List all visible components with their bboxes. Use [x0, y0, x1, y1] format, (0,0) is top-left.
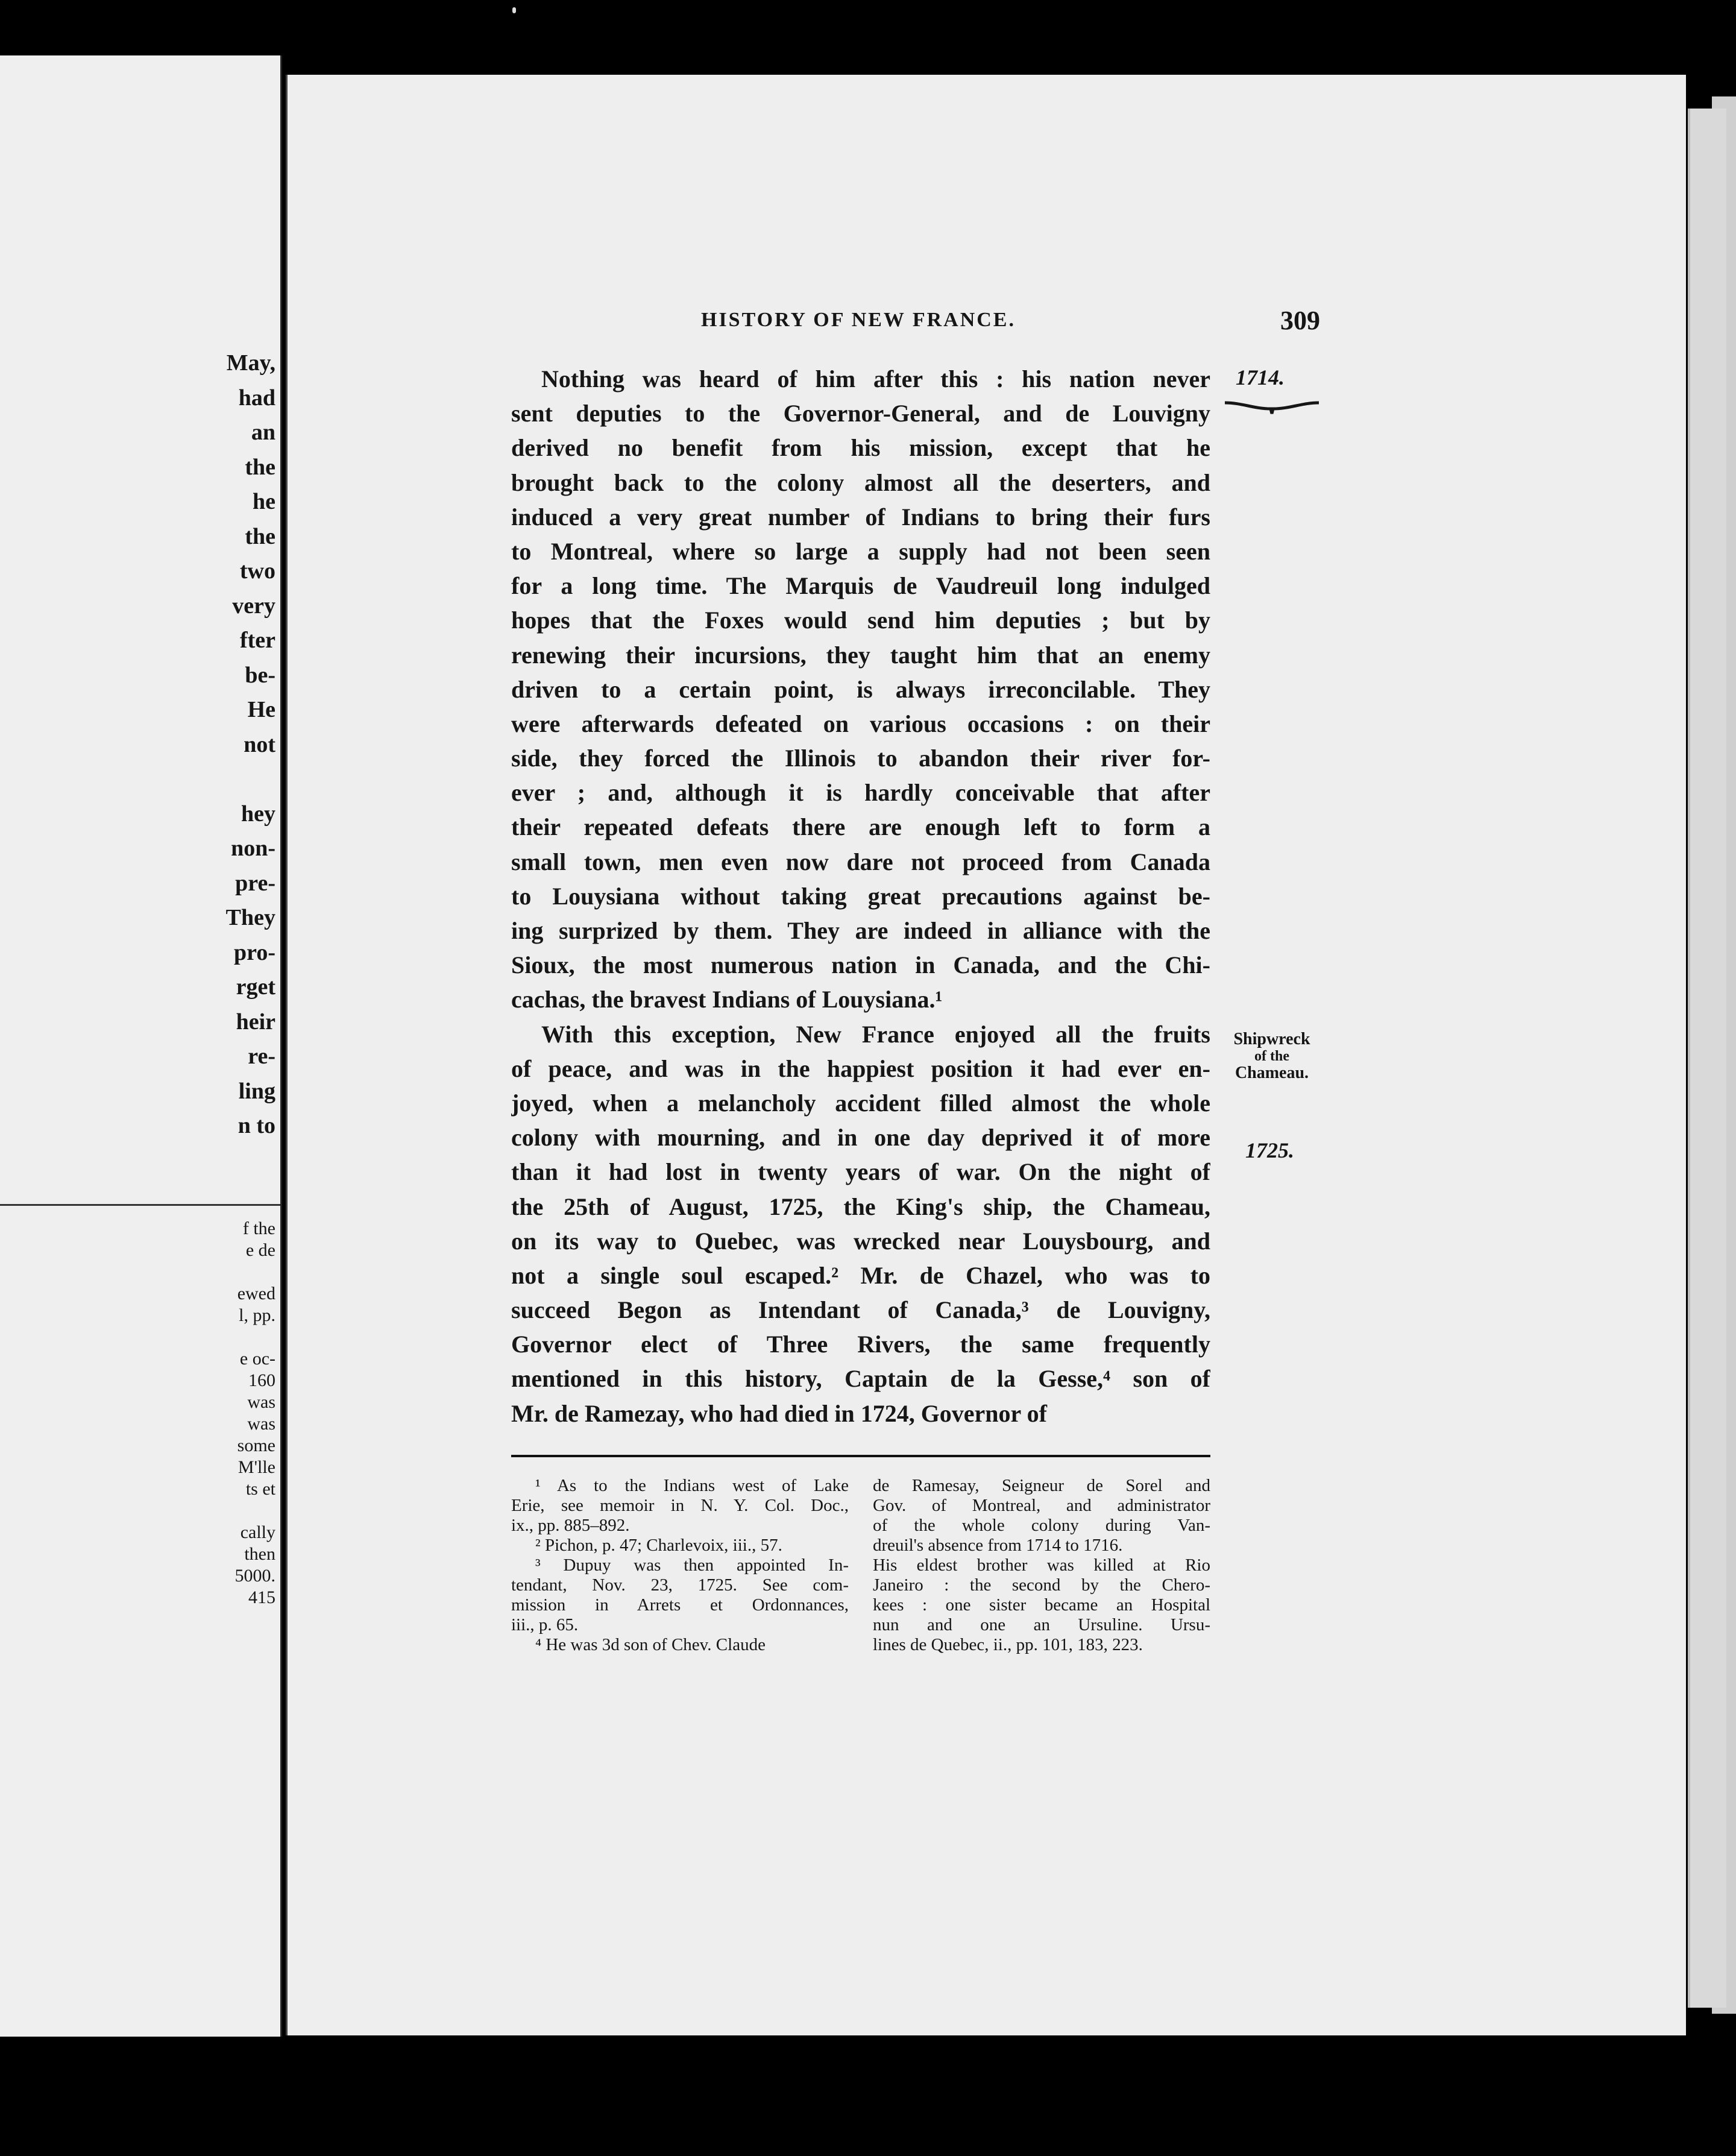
footnote-line: iii., p. 65.	[511, 1615, 579, 1634]
footnote-line: ² Pichon, p. 47; Charlevoix, iii., 57.	[535, 1536, 782, 1555]
footnote-line: mission in Arrets et Ordonnances,	[511, 1595, 849, 1615]
footnotes-left-column	[511, 1476, 849, 1655]
facing-page-footnote: was	[247, 1392, 275, 1412]
side-note-shipwreck	[1218, 1031, 1326, 1082]
facing-page-footnote: some	[237, 1436, 275, 1455]
facing-page-line: re-	[248, 1044, 275, 1069]
body-line: cachas, the bravest Indians of Louysiana.¹	[511, 986, 943, 1013]
facing-page-footnote: was	[247, 1414, 275, 1434]
facing-page-line: not	[244, 731, 275, 757]
facing-page-line: rget	[236, 974, 275, 1000]
facing-page-line: n to	[237, 1113, 275, 1138]
margin-brace-icon	[1224, 398, 1320, 416]
side-note-line: of the	[1254, 1048, 1289, 1064]
body-line: driven to a certain point, is always irreconcilable. They	[511, 675, 1210, 703]
body-line: than it had lost in twenty years of war. On the night of	[511, 1158, 1210, 1186]
body-line: side, they forced the Illinois to abandon their river for-	[511, 745, 1210, 772]
facing-page-line: May,	[226, 350, 275, 376]
body-line: small town, men even now dare not proceed from Canada	[511, 848, 1210, 875]
body-line: succeed Begon as Intendant of Canada,³ de Louvigny,	[511, 1296, 1210, 1324]
facing-page	[0, 55, 282, 2037]
body-line: sent deputies to the Governor-General, and de Louvigny	[511, 400, 1210, 427]
facing-page-line: two	[239, 558, 275, 584]
body-line: of peace, and was in the happiest position it had ever en-	[511, 1054, 1210, 1082]
body-line: joyed, when a melancholy accident filled almost the whole	[511, 1089, 1210, 1117]
side-note-line: Chameau.	[1234, 1064, 1309, 1082]
facing-page-footnote: 160	[248, 1370, 275, 1390]
footnote-line: ¹ As to the Indians west of Lake	[535, 1476, 849, 1495]
body-line: the 25th of August, 1725, the King's ship, the Chameau,	[511, 1193, 1210, 1220]
scan-speck	[512, 7, 516, 13]
body-line: Governor elect of Three Rivers, the same frequently	[511, 1331, 1210, 1358]
body-line: on its way to Quebec, was wrecked near Louysbourg, and	[511, 1227, 1210, 1255]
body-line: were afterwards defeated on various occasions : on their	[511, 710, 1210, 737]
footnote-line: Erie, see memoir in N. Y. Col. Doc.,	[511, 1496, 849, 1515]
facing-page-footnote: then	[244, 1544, 275, 1564]
body-line: With this exception, New France enjoyed all the fruits	[541, 1020, 1210, 1048]
body-line: Sioux, the most numerous nation in Canada, and the Chi-	[511, 951, 1210, 979]
footnote-line: ³ Dupuy was then appointed In-	[535, 1556, 849, 1575]
facing-page-footnote: 5000.	[234, 1566, 275, 1586]
footnote-line: lines de Quebec, ii., pp. 101, 183, 223.	[873, 1635, 1143, 1654]
facing-page-line: non-	[231, 836, 275, 861]
facing-page-line: the	[245, 454, 275, 480]
facing-page-line: pre-	[235, 870, 275, 896]
body-line: ing surprized by them. They are indeed in alliance with the	[511, 917, 1210, 944]
footnote-line: tendant, Nov. 23, 1725. See com-	[511, 1575, 849, 1595]
footnote-line: ⁴ He was 3d son of Chev. Claude	[535, 1635, 766, 1654]
footnote-line: Janeiro : the second by the Chero-	[873, 1575, 1210, 1595]
facing-page-line: He	[247, 697, 275, 722]
footnote-line: nun and one an Ursuline. Ursu-	[873, 1615, 1210, 1634]
body-line: renewing their incursions, they taught him that an enemy	[511, 641, 1210, 669]
footnote-line: of the whole colony during Van-	[873, 1516, 1210, 1535]
facing-page-line: had	[238, 385, 275, 411]
facing-page-line: fter	[239, 628, 275, 653]
footnote-line: His eldest brother was killed at Rio	[873, 1556, 1210, 1575]
facing-page-line: the	[245, 523, 275, 549]
page-number: 309	[1280, 306, 1320, 335]
body-line: their repeated defeats there are enough left to form a	[511, 813, 1210, 841]
facing-page-line: pro-	[234, 939, 275, 965]
facing-page-line: They	[225, 905, 275, 930]
body-line: Mr. de Ramezay, who had died in 1724, Governor of	[511, 1399, 1047, 1427]
body-line: to Montreal, where so large a supply had not been seen	[511, 537, 1210, 565]
body-line: brought back to the colony almost all the deserters, and	[511, 468, 1210, 496]
body-line: ever ; and, although it is hardly conceivable that after	[511, 779, 1210, 807]
footnotes-right-column	[873, 1476, 1210, 1655]
footnote-line: Gov. of Montreal, and administrator	[873, 1496, 1210, 1515]
facing-page-footnote: ts et	[245, 1479, 275, 1499]
facing-page-line: he	[253, 489, 275, 514]
facing-page-line: hey	[241, 801, 275, 827]
facing-page-line: ling	[238, 1078, 275, 1104]
body-line: derived no benefit from his mission, except that he	[511, 434, 1210, 462]
body-line: colony with mourning, and in one day deprived it of more	[511, 1124, 1210, 1152]
margin-year-1714: 1714.	[1236, 365, 1285, 389]
side-note-line: Shipwreck	[1233, 1030, 1310, 1048]
facing-page-footnote: cally	[240, 1522, 275, 1542]
footnote-line: de Ramesay, Seigneur de Sorel and	[873, 1476, 1210, 1495]
facing-page-footnote: 415	[248, 1587, 275, 1607]
facing-page-line: very	[232, 593, 275, 619]
body-line: not a single soul escaped.² Mr. de Chazel, who was to	[511, 1261, 1210, 1289]
body-text	[511, 362, 1210, 1431]
facing-page-footnote: e de	[245, 1240, 275, 1260]
page-edge-shadow	[1688, 109, 1726, 2008]
facing-page-line: an	[251, 420, 275, 445]
facing-page-rule	[0, 1204, 280, 1206]
footnote-line: ix., pp. 885–892.	[511, 1516, 630, 1535]
footnote-rule	[511, 1455, 1210, 1457]
body-line: mentioned in this history, Captain de la Gesse,⁴ son of	[511, 1365, 1210, 1393]
facing-page-footnote: f the	[242, 1218, 275, 1238]
facing-page-footnote: M'lle	[237, 1457, 275, 1477]
running-head: HISTORY OF NEW FRANCE.	[701, 309, 1016, 331]
body-line: hopes that the Foxes would send him deputies ; but by	[511, 607, 1210, 634]
body-line: for a long time. The Marquis de Vaudreuil long indulged	[511, 572, 1210, 600]
margin-year-1725: 1725.	[1245, 1138, 1294, 1162]
body-line: induced a very great number of Indians to bring their furs	[511, 503, 1210, 531]
body-line: Nothing was heard of him after this : his nation never	[541, 365, 1210, 392]
facing-page-footnote: l, pp.	[239, 1305, 275, 1325]
footnote-line: dreuil's absence from 1714 to 1716.	[873, 1536, 1123, 1555]
footnote-line: kees : one sister became an Hospital	[873, 1595, 1210, 1615]
facing-page-line: heir	[236, 1009, 275, 1035]
facing-page-line: be-	[245, 662, 275, 688]
facing-page-footnote: ewed	[237, 1284, 275, 1303]
body-line: to Louysiana without taking great precautions against be-	[511, 882, 1210, 910]
facing-page-footnote: e oc-	[239, 1349, 275, 1369]
